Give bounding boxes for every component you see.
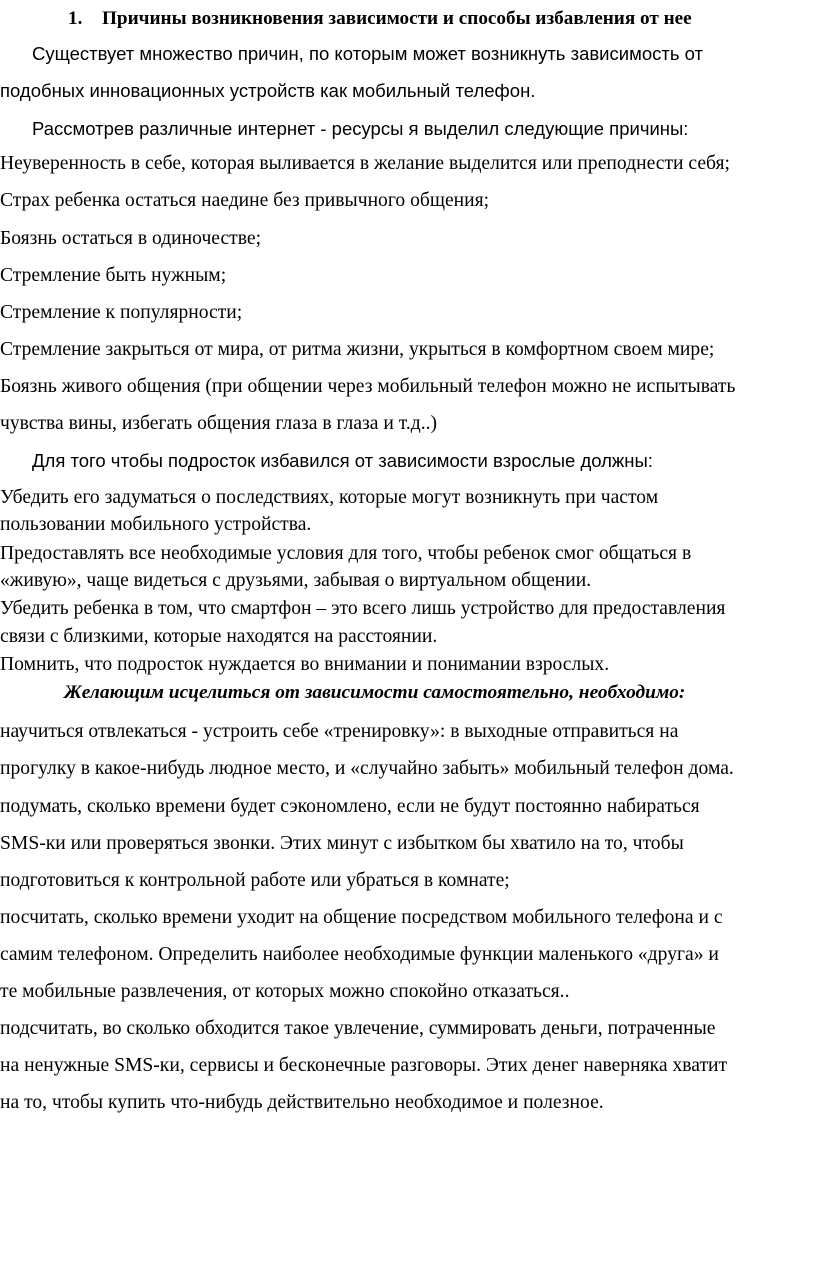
adults-line: Помнить, что подросток нуждается во внимании и понимании взрослых. <box>0 654 610 675</box>
reason-line: Неуверенность в себе, которая выливается в желание выделится или преподнести себя; <box>0 153 730 174</box>
heading-title: Причины возникновения зависимости и способы избавления от нее <box>102 8 692 29</box>
reason-line: Стремление быть нужным; <box>0 265 227 286</box>
adults-line: пользовании мобильного устройства. <box>0 514 312 535</box>
section-heading <box>68 8 692 30</box>
self-help-line: подсчитать, во сколько обходится такое увлечение, суммировать деньги, потраченные <box>0 1018 716 1039</box>
reason-line: Стремление к популярности; <box>0 302 243 323</box>
reason-line: Боязнь остаться в одиночестве; <box>0 228 262 249</box>
self-help-line: на ненужные SMS-ки, сервисы и бесконечные разговоры. Этих денег наверняка хватит <box>0 1055 728 1076</box>
self-help-intro: Желающим исцелиться от зависимости самостоятельно, необходимо: <box>64 682 686 703</box>
adults-line: связи с близкими, которые находятся на расстоянии. <box>0 626 438 647</box>
reasons-intro: Рассмотрев различные интернет - ресурсы я выделил следующие причины: <box>32 118 689 139</box>
adults-line: Предоставлять все необходимые условия для того, чтобы ребенок смог общаться в <box>0 543 692 564</box>
reason-line: Страх ребенка остаться наедине без привычного общения; <box>0 190 490 211</box>
self-help-line: прогулку в какое-нибудь людное место, и «случайно забыть» мобильный телефон дома. <box>0 758 734 779</box>
intro-line-1: Существует множество причин, по которым может возникнуть зависимость от <box>32 43 703 64</box>
self-help-line: научиться отвлекаться - устроить себе «тренировку»: в выходные отправиться на <box>0 721 679 742</box>
self-help-line: посчитать, сколько времени уходит на общение посредством мобильного телефона и с <box>0 907 723 928</box>
self-help-line: самим телефоном. Определить наиболее необходимые функции маленького «друга» и <box>0 944 719 965</box>
intro-line-2: подобных инновационных устройств как мобильный телефон. <box>0 80 536 101</box>
self-help-line: на то, чтобы купить что-нибудь действительно необходимое и полезное. <box>0 1092 604 1113</box>
adults-line: Убедить его задуматься о последствиях, которые могут возникнуть при частом <box>0 487 659 508</box>
self-help-line: подумать, сколько времени будет сэкономлено, если не будут постоянно набираться <box>0 796 700 817</box>
reason-line: Боязнь живого общения (при общении через мобильный телефон можно не испытывать <box>0 376 736 397</box>
self-help-line: подготовиться к контрольной работе или убраться в комнате; <box>0 870 510 891</box>
reason-line: чувства вины, избегать общения глаза в глаза и т.д..) <box>0 413 438 434</box>
adults-line: «живую», чаще видеться с друзьями, забывая о виртуальном общении. <box>0 570 592 591</box>
self-help-line: те мобильные развлечения, от которых можно спокойно отказаться.. <box>0 981 570 1002</box>
adults-line: Убедить ребенка в том, что смартфон – это всего лишь устройство для предоставления <box>0 598 726 619</box>
self-help-line: SMS-ки или проверяться звонки. Этих минут с избытком бы хватило на то, чтобы <box>0 833 684 854</box>
reason-line: Стремление закрыться от мира, от ритма жизни, укрыться в комфортном своем мире; <box>0 339 715 360</box>
heading-number: 1. <box>68 8 83 29</box>
adults-intro: Для того чтобы подросток избавился от зависимости взрослые должны: <box>32 450 653 471</box>
